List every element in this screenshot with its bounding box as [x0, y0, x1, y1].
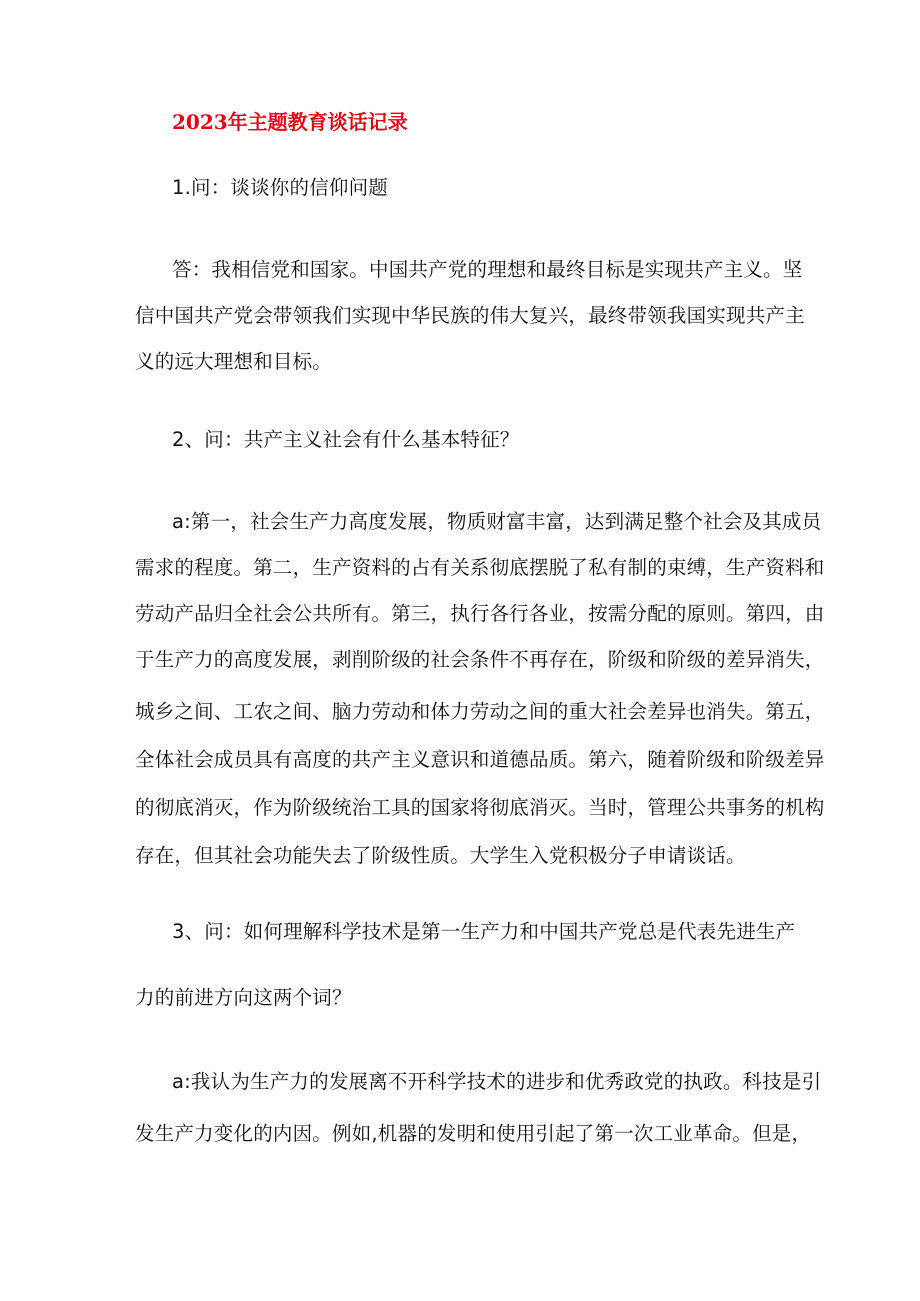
document-title: 2023年主题教育谈话记录	[172, 110, 408, 134]
answer-2-line-3: 劳动产品归全社会公共所有。第三，执行各行各业，按需分配的原则。第四，由	[135, 602, 825, 625]
answer-2-line-4: 于生产力的高度发展，剥削阶级的社会条件不再存在，阶级和阶级的差异消失，	[135, 648, 825, 671]
answer-2-line-2: 需求的程度。第二，生产资料的占有关系彻底摆脱了私有制的束缚，生产资料和	[135, 556, 825, 579]
answer-3-line-2: 发生产力变化的内因。例如,机器的发明和使用引起了第一次工业革命。但是，	[135, 1122, 812, 1145]
question-3-line-2: 力的前进方向这两个词？	[135, 986, 352, 1009]
question-2: 2、问：共产主义社会有什么基本特征？	[172, 428, 520, 451]
answer-2-line-8: 存在，但其社会功能失去了阶级性质。大学生入党积极分子申请谈话。	[135, 844, 746, 867]
answer-3-line-1: a:我认为生产力的发展离不开科学技术的进步和优秀政党的执政。科技是引	[172, 1070, 822, 1093]
answer-1-line-1: 答：我相信党和国家。中国共产党的理想和最终目标是实现共产主义。坚	[172, 258, 803, 281]
answer-1-line-2: 信中国共产党会带领我们实现中华民族的伟大复兴，最终带领我国实现共产主	[135, 304, 805, 327]
answer-2-line-1: a:第一，社会生产力高度发展，物质财富丰富，达到满足整个社会及其成员	[172, 510, 822, 533]
answer-2-line-6: 全体社会成员具有高度的共产主义意识和道德品质。第六，随着阶级和阶级差异	[135, 748, 825, 771]
question-3-line-1: 3、问：如何理解科学技术是第一生产力和中国共产党总是代表先进生产	[172, 920, 796, 943]
answer-1-line-3: 义的远大理想和目标。	[135, 350, 333, 373]
question-1: 1.问：谈谈你的信仰问题	[172, 176, 389, 199]
answer-2-line-7: 的彻底消灭，作为阶级统治工具的国家将彻底消灭。当时，管理公共事务的机构	[135, 796, 825, 819]
answer-2-line-5: 城乡之间、工农之间、脑力劳动和体力劳动之间的重大社会差异也消失。第五，	[135, 700, 825, 723]
